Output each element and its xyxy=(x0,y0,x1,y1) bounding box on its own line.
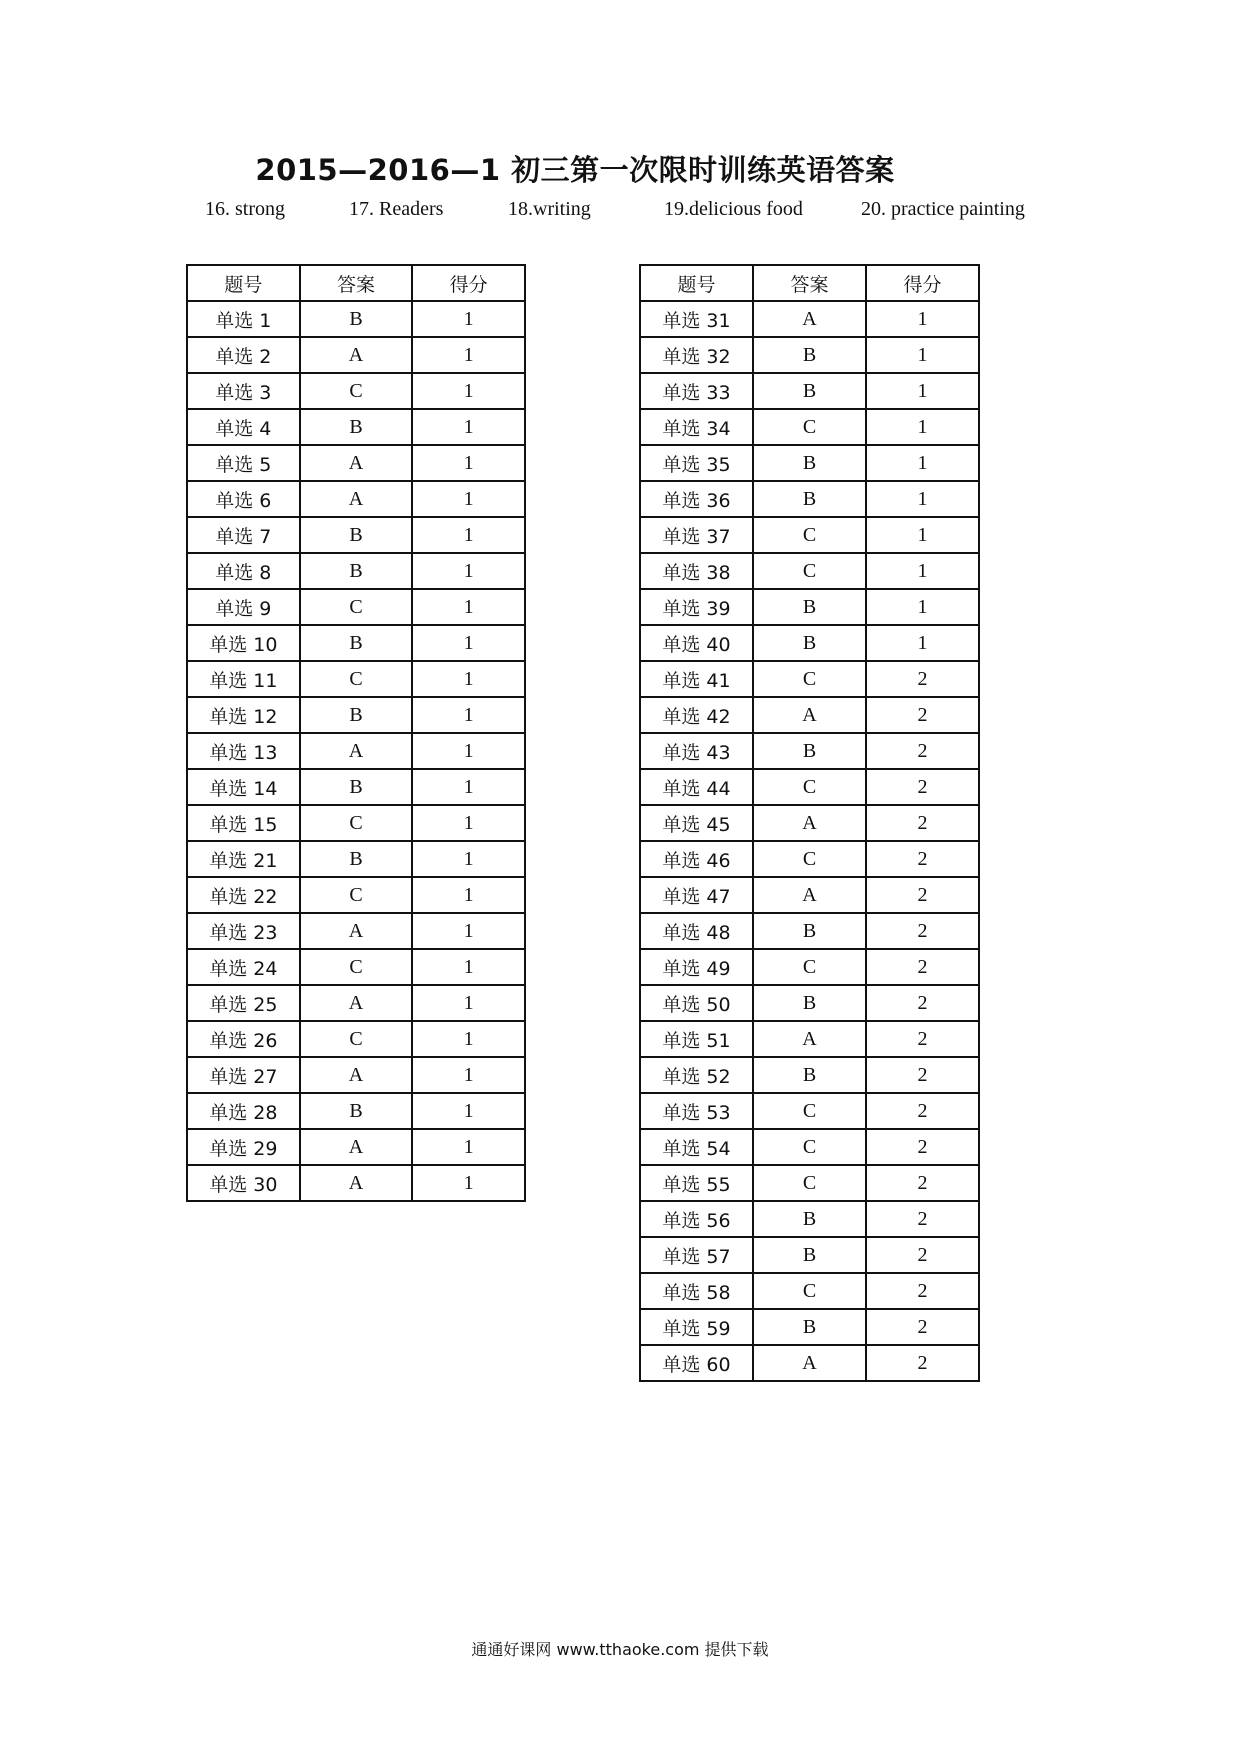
table-row xyxy=(640,733,979,769)
question-number-cell: 单选 48 xyxy=(640,913,753,949)
score-cell: 1 xyxy=(412,985,525,1021)
question-number-cell: 单选 33 xyxy=(640,373,753,409)
question-number-cell: 单选 31 xyxy=(640,301,753,337)
answer-cell: C xyxy=(300,373,413,409)
answer-cell: A xyxy=(300,733,413,769)
answer-cell: C xyxy=(753,769,866,805)
score-cell: 1 xyxy=(412,409,525,445)
question-number-cell: 单选 2 xyxy=(187,337,300,373)
table-row xyxy=(187,337,525,373)
question-number-cell: 单选 51 xyxy=(640,1021,753,1057)
fill-answer-20: 20. practice painting xyxy=(861,198,1025,220)
answer-cell: A xyxy=(753,1021,866,1057)
score-cell: 1 xyxy=(866,553,979,589)
table-row xyxy=(187,661,525,697)
score-cell: 2 xyxy=(866,1129,979,1165)
score-cell: 1 xyxy=(866,625,979,661)
table-row xyxy=(187,841,525,877)
question-number-cell: 单选 26 xyxy=(187,1021,300,1057)
question-number-cell: 单选 4 xyxy=(187,409,300,445)
header-score: 得分 xyxy=(866,265,979,301)
answer-cell: A xyxy=(300,481,413,517)
table-row xyxy=(640,481,979,517)
table-row xyxy=(187,301,525,337)
answer-table-left xyxy=(186,264,526,1202)
score-cell: 1 xyxy=(412,553,525,589)
table-row xyxy=(640,301,979,337)
score-cell: 1 xyxy=(412,337,525,373)
question-number-cell: 单选 5 xyxy=(187,445,300,481)
table-row xyxy=(187,553,525,589)
header-score: 得分 xyxy=(412,265,525,301)
fill-in-answers xyxy=(0,198,1240,228)
table-row xyxy=(187,985,525,1021)
question-number-cell: 单选 57 xyxy=(640,1237,753,1273)
answer-cell: B xyxy=(753,1237,866,1273)
answer-cell: B xyxy=(753,913,866,949)
table-row xyxy=(187,589,525,625)
footer-source: 通通好课网 www.tthaoke.com 提供下载 xyxy=(471,1640,769,1659)
table-row xyxy=(640,877,979,913)
score-cell: 1 xyxy=(412,877,525,913)
answer-cell: C xyxy=(300,589,413,625)
score-cell: 2 xyxy=(866,1165,979,1201)
answer-cell: C xyxy=(753,841,866,877)
score-cell: 1 xyxy=(412,697,525,733)
score-cell: 1 xyxy=(412,949,525,985)
answer-cell: C xyxy=(753,1129,866,1165)
question-number-cell: 单选 37 xyxy=(640,517,753,553)
question-number-cell: 单选 28 xyxy=(187,1093,300,1129)
question-number-cell: 单选 59 xyxy=(640,1309,753,1345)
table-row xyxy=(640,1309,979,1345)
table-row xyxy=(640,661,979,697)
question-number-cell: 单选 15 xyxy=(187,805,300,841)
answer-cell: B xyxy=(753,1057,866,1093)
score-cell: 2 xyxy=(866,1345,979,1381)
score-cell: 1 xyxy=(412,733,525,769)
header-answer: 答案 xyxy=(300,265,413,301)
question-number-cell: 单选 39 xyxy=(640,589,753,625)
question-number-cell: 单选 43 xyxy=(640,733,753,769)
question-number-cell: 单选 9 xyxy=(187,589,300,625)
answer-cell: B xyxy=(753,1309,866,1345)
table-header-row xyxy=(187,265,525,301)
answer-cell: A xyxy=(300,1057,413,1093)
answer-cell: B xyxy=(753,733,866,769)
question-number-cell: 单选 60 xyxy=(640,1345,753,1381)
score-cell: 1 xyxy=(412,481,525,517)
table-row xyxy=(640,625,979,661)
score-cell: 1 xyxy=(866,409,979,445)
answer-cell: B xyxy=(300,625,413,661)
table-row xyxy=(187,625,525,661)
answer-cell: A xyxy=(300,1165,413,1201)
answer-cell: A xyxy=(753,805,866,841)
table-row xyxy=(640,805,979,841)
score-cell: 2 xyxy=(866,877,979,913)
answer-cell: B xyxy=(300,301,413,337)
answer-cell: B xyxy=(300,409,413,445)
header-question-number: 题号 xyxy=(640,265,753,301)
score-cell: 2 xyxy=(866,697,979,733)
answer-cell: C xyxy=(753,1093,866,1129)
score-cell: 1 xyxy=(866,445,979,481)
table-row xyxy=(640,985,979,1021)
score-cell: 1 xyxy=(866,373,979,409)
question-number-cell: 单选 13 xyxy=(187,733,300,769)
table-row xyxy=(187,805,525,841)
score-cell: 1 xyxy=(412,301,525,337)
table-row xyxy=(640,409,979,445)
answer-cell: B xyxy=(300,1093,413,1129)
header-answer: 答案 xyxy=(753,265,866,301)
question-number-cell: 单选 24 xyxy=(187,949,300,985)
score-cell: 1 xyxy=(412,769,525,805)
table-row xyxy=(640,589,979,625)
question-number-cell: 单选 55 xyxy=(640,1165,753,1201)
answer-cell: A xyxy=(300,985,413,1021)
question-number-cell: 单选 42 xyxy=(640,697,753,733)
score-cell: 2 xyxy=(866,1201,979,1237)
question-number-cell: 单选 12 xyxy=(187,697,300,733)
table-row xyxy=(187,1021,525,1057)
score-cell: 1 xyxy=(412,913,525,949)
question-number-cell: 单选 30 xyxy=(187,1165,300,1201)
answer-cell: B xyxy=(753,1201,866,1237)
question-number-cell: 单选 8 xyxy=(187,553,300,589)
answer-cell: C xyxy=(753,661,866,697)
question-number-cell: 单选 10 xyxy=(187,625,300,661)
question-number-cell: 单选 3 xyxy=(187,373,300,409)
answer-cell: C xyxy=(300,805,413,841)
answer-cell: A xyxy=(753,877,866,913)
question-number-cell: 单选 34 xyxy=(640,409,753,445)
table-row xyxy=(640,517,979,553)
table-row xyxy=(187,877,525,913)
score-cell: 2 xyxy=(866,1057,979,1093)
answer-cell: C xyxy=(753,949,866,985)
table-row xyxy=(640,1345,979,1381)
fill-answer-19: 19.delicious food xyxy=(664,198,803,220)
answer-cell: B xyxy=(300,841,413,877)
table-row xyxy=(187,913,525,949)
score-cell: 2 xyxy=(866,1273,979,1309)
question-number-cell: 单选 41 xyxy=(640,661,753,697)
answer-cell: C xyxy=(753,517,866,553)
answer-cell: B xyxy=(300,517,413,553)
answer-cell: C xyxy=(753,1273,866,1309)
question-number-cell: 单选 6 xyxy=(187,481,300,517)
question-number-cell: 单选 38 xyxy=(640,553,753,589)
answer-cell: B xyxy=(300,553,413,589)
answer-cell: C xyxy=(753,409,866,445)
score-cell: 1 xyxy=(866,481,979,517)
table-row xyxy=(640,1093,979,1129)
answer-cell: B xyxy=(753,589,866,625)
table-row xyxy=(640,769,979,805)
score-cell: 1 xyxy=(412,661,525,697)
score-cell: 1 xyxy=(412,1021,525,1057)
table-row xyxy=(640,1237,979,1273)
fill-answer-16: 16. strong xyxy=(205,198,285,220)
answer-cell: C xyxy=(753,1165,866,1201)
question-number-cell: 单选 56 xyxy=(640,1201,753,1237)
answer-cell: B xyxy=(753,625,866,661)
question-number-cell: 单选 40 xyxy=(640,625,753,661)
score-cell: 1 xyxy=(412,1165,525,1201)
table-row xyxy=(640,1129,979,1165)
table-row xyxy=(640,1201,979,1237)
question-number-cell: 单选 11 xyxy=(187,661,300,697)
table-row xyxy=(640,373,979,409)
table-row xyxy=(187,1165,525,1201)
score-cell: 1 xyxy=(412,625,525,661)
question-number-cell: 单选 25 xyxy=(187,985,300,1021)
question-number-cell: 单选 22 xyxy=(187,877,300,913)
score-cell: 1 xyxy=(412,445,525,481)
score-cell: 1 xyxy=(412,841,525,877)
score-cell: 1 xyxy=(412,1129,525,1165)
answer-cell: A xyxy=(300,1129,413,1165)
answer-cell: C xyxy=(753,553,866,589)
table-row xyxy=(640,841,979,877)
table-row xyxy=(640,337,979,373)
question-number-cell: 单选 23 xyxy=(187,913,300,949)
question-number-cell: 单选 7 xyxy=(187,517,300,553)
question-number-cell: 单选 45 xyxy=(640,805,753,841)
score-cell: 1 xyxy=(866,301,979,337)
answer-cell: B xyxy=(753,373,866,409)
score-cell: 1 xyxy=(866,589,979,625)
score-cell: 2 xyxy=(866,733,979,769)
score-cell: 2 xyxy=(866,1309,979,1345)
table-row xyxy=(187,373,525,409)
question-number-cell: 单选 21 xyxy=(187,841,300,877)
score-cell: 2 xyxy=(866,841,979,877)
score-cell: 2 xyxy=(866,1237,979,1273)
table-row xyxy=(640,949,979,985)
answer-cell: A xyxy=(300,913,413,949)
table-row xyxy=(187,697,525,733)
answer-cell: B xyxy=(300,769,413,805)
table-row xyxy=(640,1057,979,1093)
table-row xyxy=(187,949,525,985)
table-row xyxy=(640,1165,979,1201)
question-number-cell: 单选 49 xyxy=(640,949,753,985)
answer-cell: C xyxy=(300,877,413,913)
table-row xyxy=(640,1021,979,1057)
answer-table-right xyxy=(639,264,980,1382)
fill-answer-18: 18.writing xyxy=(508,198,591,220)
score-cell: 2 xyxy=(866,805,979,841)
answer-cell: C xyxy=(300,661,413,697)
question-number-cell: 单选 35 xyxy=(640,445,753,481)
score-cell: 2 xyxy=(866,1093,979,1129)
table-row xyxy=(640,553,979,589)
table-row xyxy=(187,769,525,805)
fill-answer-17: 17. Readers xyxy=(349,198,444,220)
answer-cell: A xyxy=(753,301,866,337)
score-cell: 2 xyxy=(866,661,979,697)
table-row xyxy=(187,1093,525,1129)
question-number-cell: 单选 46 xyxy=(640,841,753,877)
question-number-cell: 单选 29 xyxy=(187,1129,300,1165)
score-cell: 1 xyxy=(412,805,525,841)
question-number-cell: 单选 47 xyxy=(640,877,753,913)
answer-cell: A xyxy=(753,1345,866,1381)
answer-cell: A xyxy=(300,445,413,481)
score-cell: 2 xyxy=(866,769,979,805)
answer-cell: C xyxy=(300,1021,413,1057)
table-row xyxy=(187,517,525,553)
question-number-cell: 单选 50 xyxy=(640,985,753,1021)
answer-cell: B xyxy=(753,985,866,1021)
table-row xyxy=(187,1129,525,1165)
page-title: 2015—2016—1 初三第一次限时训练英语答案 xyxy=(255,153,895,187)
question-number-cell: 单选 52 xyxy=(640,1057,753,1093)
score-cell: 1 xyxy=(866,517,979,553)
table-row xyxy=(187,733,525,769)
table-row xyxy=(187,481,525,517)
question-number-cell: 单选 1 xyxy=(187,301,300,337)
answer-cell: A xyxy=(300,337,413,373)
score-cell: 1 xyxy=(412,517,525,553)
question-number-cell: 单选 14 xyxy=(187,769,300,805)
table-row xyxy=(640,697,979,733)
question-number-cell: 单选 36 xyxy=(640,481,753,517)
score-cell: 2 xyxy=(866,949,979,985)
answer-cell: A xyxy=(753,697,866,733)
table-header-row xyxy=(640,265,979,301)
score-cell: 1 xyxy=(412,1057,525,1093)
score-cell: 1 xyxy=(412,1093,525,1129)
table-row xyxy=(187,445,525,481)
answer-cell: B xyxy=(300,697,413,733)
question-number-cell: 单选 53 xyxy=(640,1093,753,1129)
score-cell: 2 xyxy=(866,985,979,1021)
score-cell: 1 xyxy=(866,337,979,373)
answer-cell: C xyxy=(300,949,413,985)
table-row xyxy=(640,1273,979,1309)
score-cell: 2 xyxy=(866,1021,979,1057)
table-row xyxy=(640,913,979,949)
question-number-cell: 单选 54 xyxy=(640,1129,753,1165)
score-cell: 1 xyxy=(412,589,525,625)
question-number-cell: 单选 58 xyxy=(640,1273,753,1309)
score-cell: 1 xyxy=(412,373,525,409)
header-question-number: 题号 xyxy=(187,265,300,301)
score-cell: 2 xyxy=(866,913,979,949)
answer-cell: B xyxy=(753,481,866,517)
table-row xyxy=(640,445,979,481)
question-number-cell: 单选 44 xyxy=(640,769,753,805)
question-number-cell: 单选 27 xyxy=(187,1057,300,1093)
answer-cell: B xyxy=(753,445,866,481)
question-number-cell: 单选 32 xyxy=(640,337,753,373)
table-row xyxy=(187,1057,525,1093)
table-row xyxy=(187,409,525,445)
answer-cell: B xyxy=(753,337,866,373)
